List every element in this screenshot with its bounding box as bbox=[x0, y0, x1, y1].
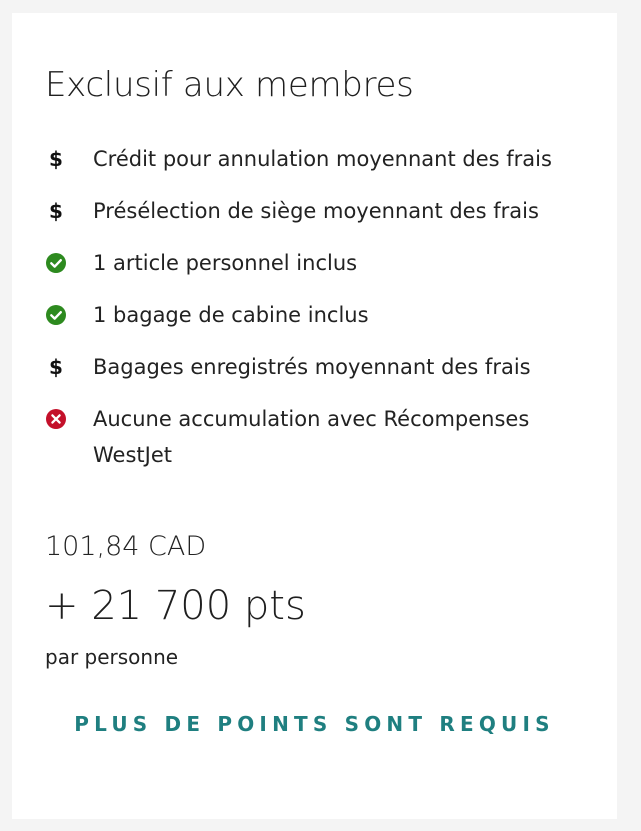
fare-card bbox=[12, 13, 617, 819]
feature-item-seat-selection bbox=[45, 193, 595, 229]
feature-label: 1 article personnel inclus bbox=[93, 251, 358, 275]
dollar-icon: $ bbox=[49, 355, 63, 379]
feature-item-cabin-bag bbox=[45, 297, 595, 333]
feature-label: Bagages enregistrés moyennant des frais bbox=[93, 355, 531, 379]
per-person-label: par personne bbox=[45, 645, 179, 669]
feature-label: Crédit pour annulation moyennant des frais bbox=[93, 147, 552, 171]
fare-title: Exclusif aux membres bbox=[45, 65, 414, 105]
feature-item-personal-item bbox=[45, 245, 595, 281]
feature-label: 1 bagage de cabine inclus bbox=[93, 303, 369, 327]
points-price: + 21 700 pts bbox=[45, 583, 306, 629]
dollar-icon: $ bbox=[49, 199, 63, 223]
cash-price: 101,84 CAD bbox=[45, 531, 207, 562]
x-circle-icon bbox=[45, 408, 67, 430]
check-circle-icon bbox=[45, 304, 67, 326]
feature-list bbox=[45, 141, 595, 489]
check-circle-icon bbox=[45, 252, 67, 274]
feature-item-checked-bags bbox=[45, 349, 595, 385]
feature-item-cancellation-credit bbox=[45, 141, 595, 177]
feature-label: Aucune accumulation avec Récompenses WestJet bbox=[93, 407, 530, 467]
feature-item-rewards bbox=[45, 401, 595, 473]
feature-label: Présélection de siège moyennant des frais bbox=[93, 199, 539, 223]
dollar-icon: $ bbox=[49, 147, 63, 171]
more-points-required-button[interactable]: PLUS DE POINTS SONT REQUIS bbox=[74, 712, 555, 736]
